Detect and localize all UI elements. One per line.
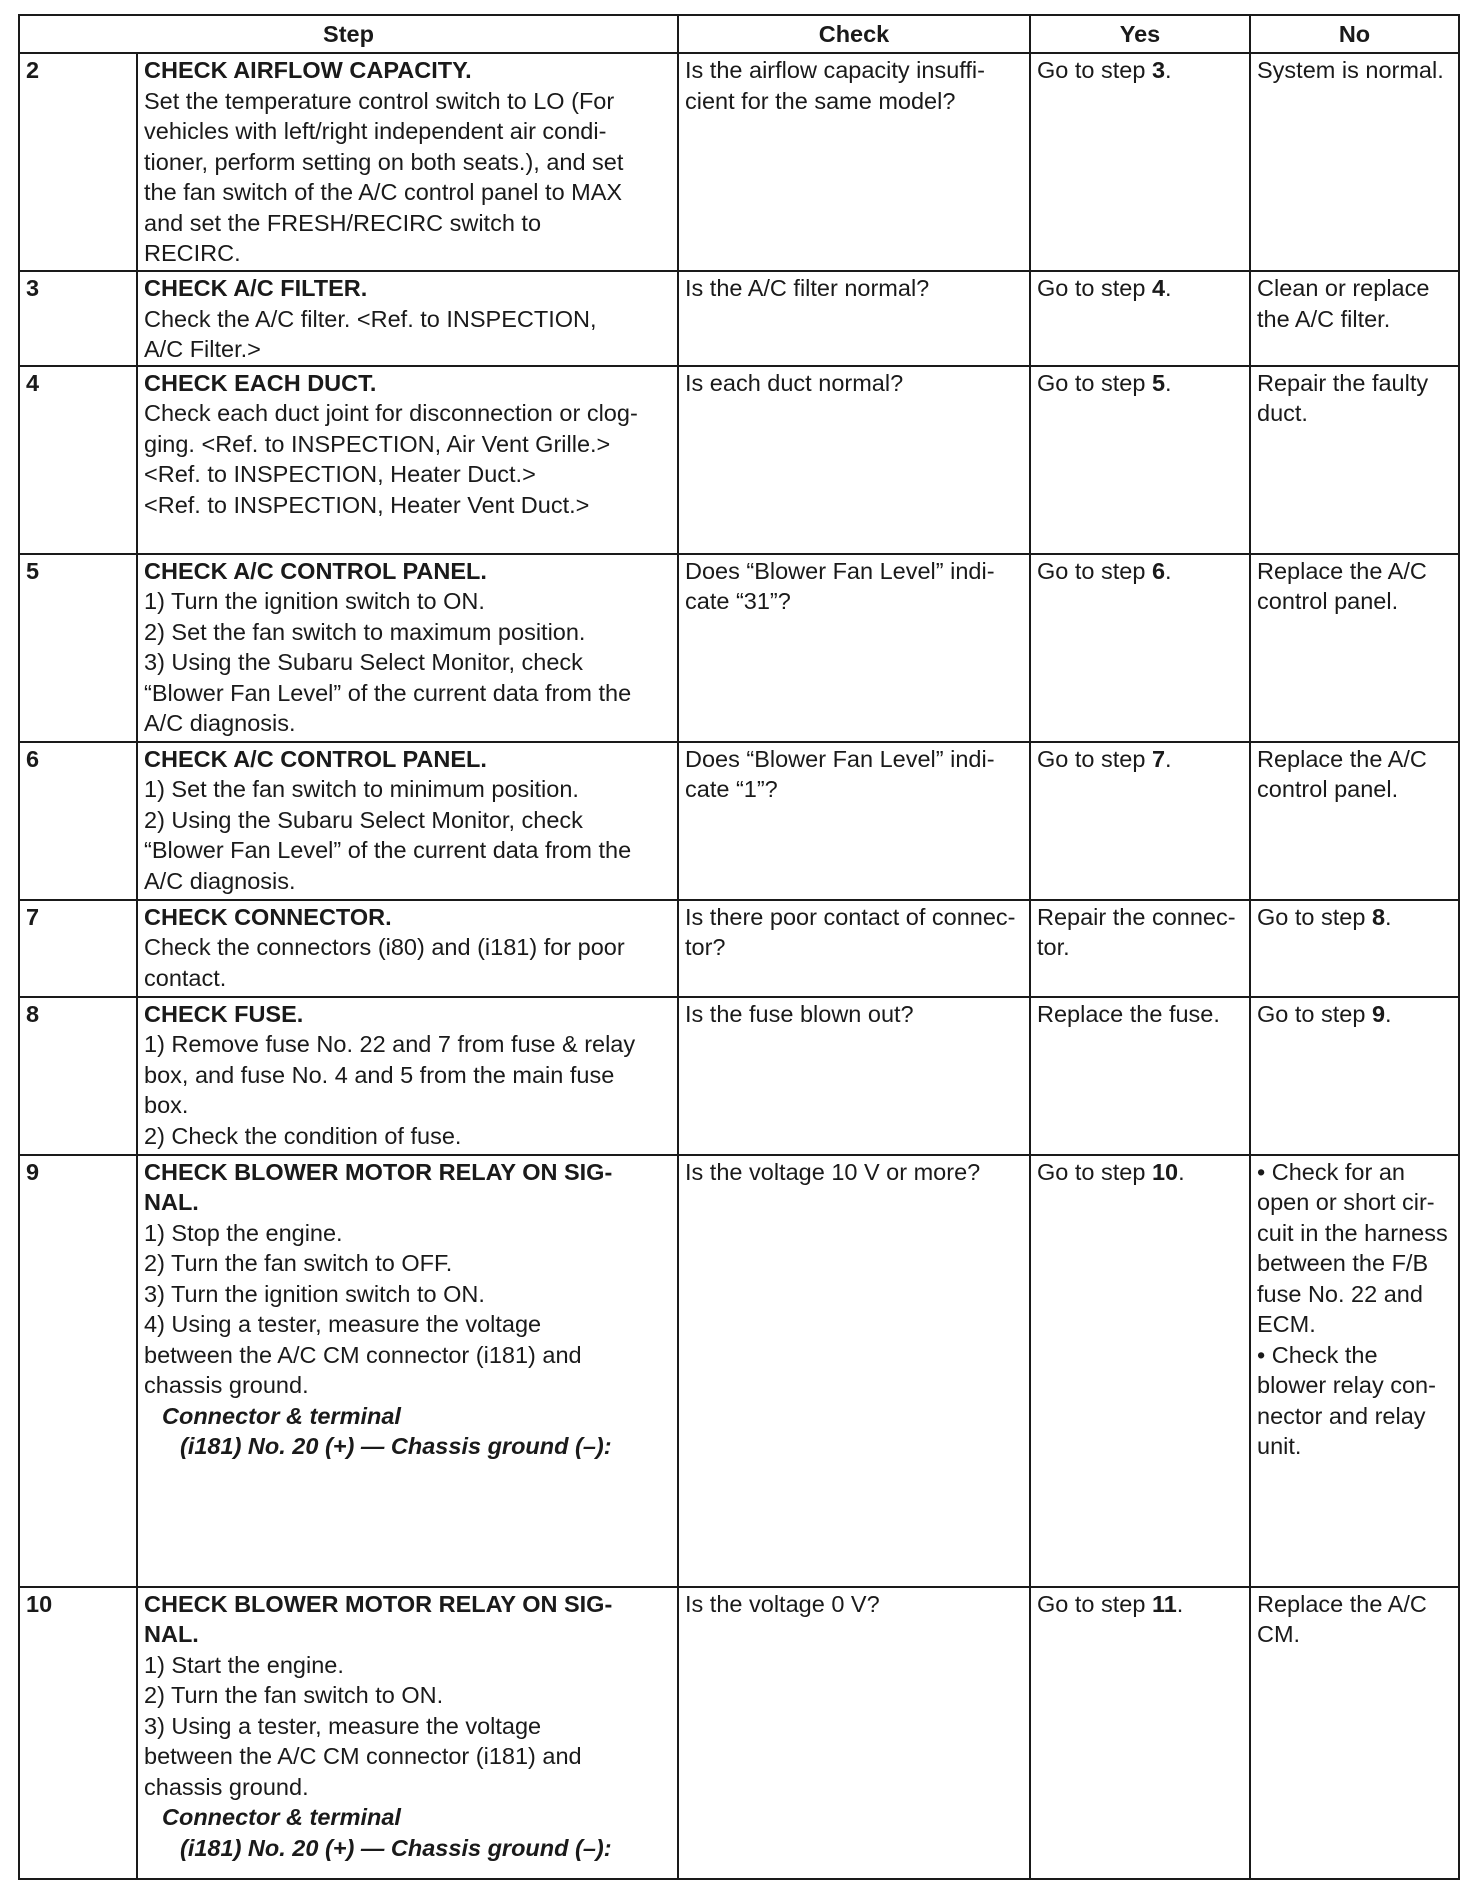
step-cell — [137, 1155, 678, 1587]
step-cell — [137, 554, 678, 742]
step-text: A/C diagnosis. — [144, 867, 296, 894]
header-step: Step — [19, 15, 678, 53]
yes-suffix: . — [1165, 57, 1172, 83]
yes-text: Go to step — [1037, 57, 1152, 83]
step-text: Set the temperature control switch to LO (For — [144, 87, 615, 114]
no-text: cuit in the harness — [1257, 1219, 1448, 1246]
no-cell — [1250, 554, 1459, 742]
no-text: System is normal. — [1257, 57, 1444, 83]
table-row — [19, 53, 1459, 271]
step-text: Check the A/C filter. <Ref. to INSPECTION, — [144, 305, 597, 332]
no-text: Clean or replace — [1257, 275, 1430, 301]
no-text: Replace the A/C — [1257, 1590, 1427, 1617]
step-text: between the A/C CM connector (i181) and — [144, 1341, 582, 1368]
step-cell — [137, 900, 678, 997]
step-number: 8 — [19, 997, 137, 1155]
step-text: vehicles with left/right independent air condi- — [144, 118, 607, 144]
step-title: CHECK EACH DUCT. — [144, 369, 377, 396]
step-text: box, and fuse No. 4 and 5 from the main fuse — [144, 1061, 615, 1088]
step-text: chassis ground. — [144, 1773, 309, 1800]
check-text: cate “1”? — [685, 776, 778, 802]
yes-cell — [1030, 271, 1250, 366]
step-text: 1) Remove fuse No. 22 and 7 from fuse & relay — [144, 1031, 636, 1057]
step-text: 3) Using a tester, measure the voltage — [144, 1712, 542, 1739]
step-text: Check the connectors (i80) and (i181) for poor — [144, 934, 625, 960]
step-title: CHECK FUSE. — [144, 1000, 304, 1027]
step-text: RECIRC. — [144, 240, 241, 266]
yes-step-ref: 11 — [1151, 1590, 1177, 1617]
step-title: NAL. — [144, 1189, 199, 1215]
no-step-ref: 9 — [1371, 1000, 1386, 1027]
yes-text: Repair the connec- — [1037, 903, 1236, 930]
table-row — [19, 1155, 1459, 1587]
yes-cell — [1030, 742, 1250, 900]
check-text: Does “Blower Fan Level” indi- — [685, 557, 995, 584]
no-text: between the F/B — [1257, 1250, 1429, 1276]
yes-text: Replace the fuse. — [1037, 1000, 1220, 1027]
no-text: control panel. — [1257, 588, 1399, 614]
no-text: CM. — [1257, 1621, 1301, 1647]
check-text: Is the airflow capacity insuffi- — [685, 57, 985, 83]
check-text: tor? — [685, 934, 726, 960]
yes-cell — [1030, 1155, 1250, 1587]
step-text: chassis ground. — [144, 1372, 309, 1398]
check-text: Is there poor contact of connec- — [685, 903, 1016, 930]
check-cell — [678, 742, 1030, 900]
step-title: NAL. — [144, 1621, 199, 1647]
yes-text: Go to step — [1037, 369, 1152, 396]
step-number: 3 — [19, 271, 137, 366]
header-yes: Yes — [1030, 15, 1250, 53]
yes-suffix: . — [1165, 369, 1172, 396]
yes-step-ref: 7 — [1151, 745, 1166, 772]
step-number: 5 — [19, 554, 137, 742]
step-title: CHECK BLOWER MOTOR RELAY ON SIG- — [144, 1158, 613, 1185]
step-title: CHECK A/C FILTER. — [144, 275, 368, 301]
table-row — [19, 554, 1459, 742]
no-suffix: . — [1385, 1000, 1392, 1027]
table-row — [19, 271, 1459, 366]
step-text: 2) Set the fan switch to maximum position. — [144, 618, 586, 645]
no-cell — [1250, 1155, 1459, 1587]
table-row — [19, 366, 1459, 554]
step-text: <Ref. to INSPECTION, Heater Duct.> — [144, 461, 536, 487]
no-text: control panel. — [1257, 776, 1399, 802]
step-text: “Blower Fan Level” of the current data from the — [144, 837, 632, 863]
check-text: Is each duct normal? — [685, 369, 904, 396]
yes-step-ref: 6 — [1151, 557, 1166, 584]
step-text: “Blower Fan Level” of the current data from the — [144, 679, 632, 706]
no-cell — [1250, 742, 1459, 900]
yes-text: tor. — [1037, 934, 1070, 960]
no-text: Go to step — [1257, 903, 1372, 930]
no-text: the A/C filter. — [1257, 305, 1391, 332]
yes-step-ref: 3 — [1151, 57, 1166, 83]
step-text: 2) Turn the fan switch to ON. — [144, 1682, 444, 1708]
no-cell — [1250, 900, 1459, 997]
no-text: duct. — [1257, 400, 1308, 426]
step-number: 4 — [19, 366, 137, 554]
header-row — [19, 15, 1459, 53]
step-text: A/C Filter.> — [144, 336, 261, 362]
yes-suffix: . — [1165, 275, 1172, 301]
connector-terminal-label: Connector & terminal — [162, 1402, 401, 1429]
no-text: ECM. — [1257, 1311, 1316, 1337]
step-text: the fan switch of the A/C control panel to MAX — [144, 179, 623, 205]
yes-text: Go to step — [1037, 1158, 1152, 1185]
no-text: nector and relay — [1257, 1402, 1426, 1429]
check-cell — [678, 271, 1030, 366]
step-text: 1) Stop the engine. — [144, 1219, 343, 1246]
check-cell — [678, 997, 1030, 1155]
yes-text: Go to step — [1037, 1590, 1152, 1617]
check-cell — [678, 1155, 1030, 1587]
connector-terminal-value: (i181) No. 20 (+) — Chassis ground (–): — [180, 1834, 612, 1861]
check-text: cient for the same model? — [685, 87, 956, 114]
no-step-ref: 8 — [1371, 903, 1386, 930]
check-cell — [678, 366, 1030, 554]
step-text: contact. — [144, 964, 227, 991]
no-cell — [1250, 53, 1459, 271]
step-text: 2) Turn the fan switch to OFF. — [144, 1250, 453, 1276]
no-text: Go to step — [1257, 1000, 1372, 1027]
no-text: open or short cir- — [1257, 1189, 1435, 1215]
step-text: <Ref. to INSPECTION, Heater Vent Duct.> — [144, 491, 590, 518]
check-text: Is the voltage 10 V or more? — [685, 1158, 981, 1185]
step-cell — [137, 271, 678, 366]
no-cell — [1250, 997, 1459, 1155]
no-cell — [1250, 1587, 1459, 1880]
step-number: 2 — [19, 53, 137, 271]
table-row — [19, 742, 1459, 900]
yes-suffix: . — [1165, 745, 1172, 772]
step-number: 6 — [19, 742, 137, 900]
step-text: A/C diagnosis. — [144, 710, 296, 736]
yes-step-ref: 4 — [1151, 275, 1166, 301]
table-row — [19, 1587, 1459, 1880]
check-text: Is the fuse blown out? — [685, 1000, 914, 1027]
yes-cell — [1030, 997, 1250, 1155]
step-text: 1) Turn the ignition switch to ON. — [144, 588, 485, 614]
no-suffix: . — [1385, 903, 1392, 930]
check-cell — [678, 53, 1030, 271]
step-title: CHECK A/C CONTROL PANEL. — [144, 745, 487, 772]
step-number: 10 — [19, 1587, 137, 1880]
step-text: tioner, perform setting on both seats.), and set — [144, 148, 624, 175]
step-cell — [137, 366, 678, 554]
step-title: CHECK BLOWER MOTOR RELAY ON SIG- — [144, 1590, 613, 1617]
yes-cell — [1030, 53, 1250, 271]
header-check: Check — [678, 15, 1030, 53]
step-cell — [137, 742, 678, 900]
no-text: Replace the A/C — [1257, 557, 1427, 584]
step-text: Check each duct joint for disconnection or clog- — [144, 400, 638, 426]
no-text: fuse No. 22 and — [1257, 1280, 1423, 1307]
diagnostic-procedure-table — [18, 14, 1460, 1880]
table-row — [19, 900, 1459, 997]
step-text: 2) Using the Subaru Select Monitor, check — [144, 806, 583, 833]
yes-suffix: . — [1178, 1158, 1185, 1185]
step-cell — [137, 1587, 678, 1880]
step-title: CHECK AIRFLOW CAPACITY. — [144, 57, 472, 83]
connector-terminal-label: Connector & terminal — [162, 1804, 401, 1830]
yes-text: Go to step — [1037, 745, 1152, 772]
yes-suffix: . — [1165, 557, 1172, 584]
yes-cell — [1030, 554, 1250, 742]
step-number: 9 — [19, 1155, 137, 1587]
step-number: 7 — [19, 900, 137, 997]
step-text: 3) Using the Subaru Select Monitor, check — [144, 649, 583, 675]
yes-cell — [1030, 900, 1250, 997]
check-text: cate “31”? — [685, 588, 791, 614]
no-text: • Check the — [1257, 1341, 1378, 1368]
step-text: 1) Start the engine. — [144, 1651, 344, 1678]
no-text: unit. — [1257, 1433, 1302, 1459]
step-cell — [137, 997, 678, 1155]
yes-cell — [1030, 1587, 1250, 1880]
yes-text: Go to step — [1037, 557, 1152, 584]
check-cell — [678, 900, 1030, 997]
step-text: between the A/C CM connector (i181) and — [144, 1743, 582, 1769]
no-text: blower relay con- — [1257, 1372, 1436, 1398]
header-no: No — [1250, 15, 1459, 53]
step-text: 2) Check the condition of fuse. — [144, 1122, 462, 1149]
no-text: Repair the faulty — [1257, 369, 1429, 396]
yes-step-ref: 10 — [1151, 1158, 1179, 1185]
step-text: ging. <Ref. to INSPECTION, Air Vent Grille.> — [144, 430, 611, 457]
check-text: Is the A/C filter normal? — [685, 275, 930, 301]
step-text: 4) Using a tester, measure the voltage — [144, 1311, 542, 1337]
check-text: Does “Blower Fan Level” indi- — [685, 745, 995, 772]
connector-terminal-value: (i181) No. 20 (+) — Chassis ground (–): — [180, 1433, 612, 1459]
table-row — [19, 997, 1459, 1155]
yes-suffix: . — [1176, 1590, 1184, 1617]
check-cell — [678, 1587, 1030, 1880]
no-cell — [1250, 271, 1459, 366]
check-text: Is the voltage 0 V? — [685, 1590, 880, 1617]
yes-cell — [1030, 366, 1250, 554]
step-cell — [137, 53, 678, 271]
step-title: CHECK CONNECTOR. — [144, 903, 392, 930]
yes-text: Go to step — [1037, 275, 1152, 301]
step-text: 3) Turn the ignition switch to ON. — [144, 1280, 485, 1307]
step-text: box. — [144, 1092, 189, 1118]
step-text: and set the FRESH/RECIRC switch to — [144, 209, 542, 236]
no-text: Replace the A/C — [1257, 745, 1427, 772]
step-title: CHECK A/C CONTROL PANEL. — [144, 557, 487, 584]
check-cell — [678, 554, 1030, 742]
yes-step-ref: 5 — [1151, 369, 1166, 396]
no-text: • Check for an — [1257, 1158, 1405, 1185]
no-cell — [1250, 366, 1459, 554]
step-text: 1) Set the fan switch to minimum position. — [144, 776, 579, 802]
